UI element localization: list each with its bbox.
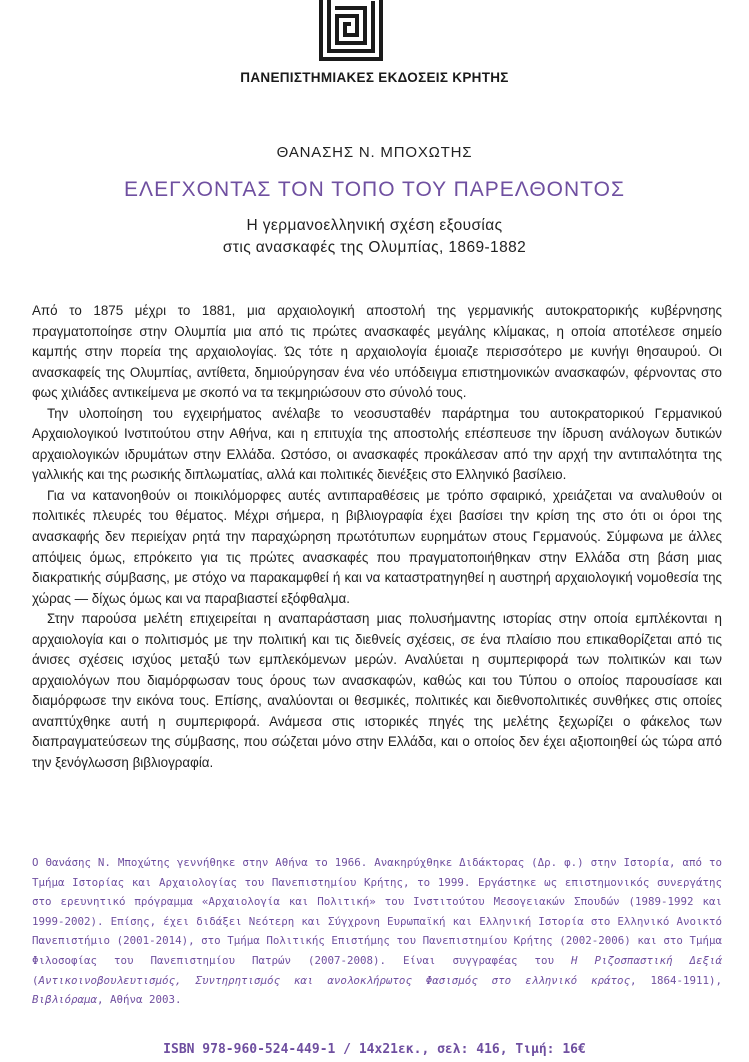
meander-labyrinth-logo — [318, 0, 384, 62]
bio-publisher: Βιβλιόραμα — [32, 993, 98, 1007]
blurb-paragraph: Για να κατανοηθούν οι ποικιλόμορφες αυτές αντιπαραθέσεις με τρόπο σφαιρικό, χρειάζεται να αναλυθούν οι πολιτικές πλευρές του θέματος. Μέχρι σήμερα, η βιβλιογραφία έχει βασίσει την κρίση της στο ότι οι όροι της ανασκαφής δεν περιείχαν ρητά την παραχώρηση πρωτότυπων ευρημάτων στους Γερμανούς. Σύμφωνα με άλλες απόψεις όμως, επρόκειτο για τις πρώτες ανασκαφές που πραγματοποιήθηκαν στην Ελλάδα στη βάση μιας διακρατικής σύμβασης, με στόχο να παρακαμφθεί ή και να καταστρατηγηθεί η αυστηρή αρχαιολογική νομοθεσία της χώρας — δίχως όμως και να παραβιαστεί εξόφθαλμα. — [32, 487, 722, 606]
book-subtitle — [0, 215, 749, 259]
isbn-price-line: ISBN 978-960-524-449-1 / 14x21εκ., σελ: 416, Τιμή: 16€ — [163, 1042, 586, 1057]
blurb-paragraph: Την υλοποίηση του εγχειρήματος ανέλαβε το νεοσυσταθέν παράρτημα του αυτοκρατορικού Γερμανικού Αρχαιολογικού Ινστιτούτου στην Αθήνα, και η επιτυχία της αποστολής επέσπευσε την ίδρυση ανάλογων δυτικών αρχαιολογικών ιδρυμάτων στην Ελλάδα. Ωστόσο, οι ανασκαφές προκάλεσαν από την αρχή την αντιπαλότητα της γαλλικής και της ρωσικής διπλωματίας, αλλά και πολιτικές διενέξεις στο Ελληνικό βασίλειο. — [32, 405, 722, 483]
blurb-paragraph: Στην παρούσα μελέτη επιχειρείται η αναπαράσταση μιας πολυσήμαντης ιστορίας στην οποία εμπλέκονται η αρχαιολογία και ο πολιτισμός με την πολιτική και τις διεθνείς σχέσεις, σε ένα πλαίσιο που επικαθορίζεται από τις άνισες σχέσεις ισχύος μεταξύ των εμπλεκόμενων μερών. Αναλύεται η συμπεριφορά των πολιτικών και των αρχαιολόγων που διαμόρφωσαν τους όρους των ανασκαφών, καθώς και του Τύπου ο οποίος παρουσίασε και διαμόρφωσε την εικόνα τους. Επίσης, αναλύονται οι θεσμικές, πολιτικές και διεθνοπολιτικές συνθήκες στις οποίες αναπτύχθηκε αυτή η συμπεριφορά. Ανάμεσα στις ιστορικές πηγές της μελέτης ξεχωρίζει ο φάκελος των διαπραγματεύσεων της σύμβασης, που σώζεται μόνο στην Ελλάδα, και ο οποίος δεν έχει αξιοποιηθεί ώς τώρα από την ξενόγλωσση βιβλιογραφία. — [32, 611, 722, 771]
bio-text: ( — [32, 973, 39, 987]
bio-text: , 1864-1911), — [630, 973, 722, 987]
author-biography — [32, 853, 722, 1010]
bio-book-subtitle: Αντικοινοβουλευτισμός, Συντηρητισμός και ανολοκλήρωτος Φασισμός στο ελληνικό κράτος — [38, 973, 631, 987]
bio-text: Ο Θανάσης Ν. Μποχώτης γεννήθηκε στην Αθήνα το 1966. Ανακηρύχθηκε Διδάκτορας (Δρ. φ.) στην Ιστορία, από το Τμήμα Ιστορίας και Αρχαιολογίας του Πανεπιστημίου Κρήτης, το 1999. Εργάστηκε ως επιστημονικός συνεργάτης στο ερευνητικό πρόγραμμα «Αρχαιολογία και Πολιτική» του Ινστιτούτου Μεσογειακών Σπουδών (1989-1992 και 1999-2002). Επίσης, έχει διδάξει Νεότερη και Σύγχρονη Ευρωπαϊκή και Ελληνική Ιστορία στο Ελληνικό Ανοικτό Πανεπιστήμιο (2001-2014), στο Τμήμα Πολιτικής Επιστήμης του Πανεπιστημίου Κρήτης (2002-2006) και στο Τμήμα Φιλοσοφίας του Πανεπιστημίου Πατρών (2007-2008). Είναι συγγραφέας του — [32, 856, 722, 967]
blurb-text — [32, 301, 722, 774]
bio-text: , Αθήνα 2003. — [97, 993, 182, 1007]
author-name: ΘΑΝΑΣΗΣ Ν. ΜΠΟΧΩΤΗΣ — [276, 144, 473, 161]
blurb-paragraph: Από το 1875 μέχρι το 1881, μια αρχαιολογική αποστολή της γερμανικής αυτοκρατορικής κυβέρνησης πραγματοποίησε στην Ολυμπία μια από τις πρώτες ανασκαφές μεγάλης κλίμακας, η οποία αποτέλεσε σημείο καμπής στην πορεία της αρχαιολογίας. Ώς τότε η αρχαιολογία έμοιαζε περισσότερο με κυνήγι θησαυρού. Οι ανασκαφείς της Ολυμπίας, αντίθετα, δημιούργησαν ένα νέο υπόδειγμα επιστημονικών ανασκαφών, φέρνοντας στο φως χιλιάδες αντικείμενα με σκοπό να τα τεκμηριώσουν στο σύνολό τους. — [32, 303, 722, 401]
subtitle-line-1: Η γερμανοελληνική σχέση εξουσίας — [246, 217, 503, 234]
bio-book-title: Η Ριζοσπαστική Δεξιά — [570, 953, 722, 967]
subtitle-line-2: στις ανασκαφές της Ολυμπίας, 1869-1882 — [222, 239, 527, 256]
book-title: ΕΛΕΓΧΟΝΤΑΣ ΤΟΝ ΤΟΠΟ ΤΟΥ ΠΑΡΕΛΘΟΝΤΟΣ — [124, 178, 625, 201]
publisher-name: ΠΑΝΕΠΙΣΤΗΜΙΑΚΕΣ ΕΚΔΟΣΕΙΣ ΚΡΗΤΗΣ — [240, 70, 509, 85]
